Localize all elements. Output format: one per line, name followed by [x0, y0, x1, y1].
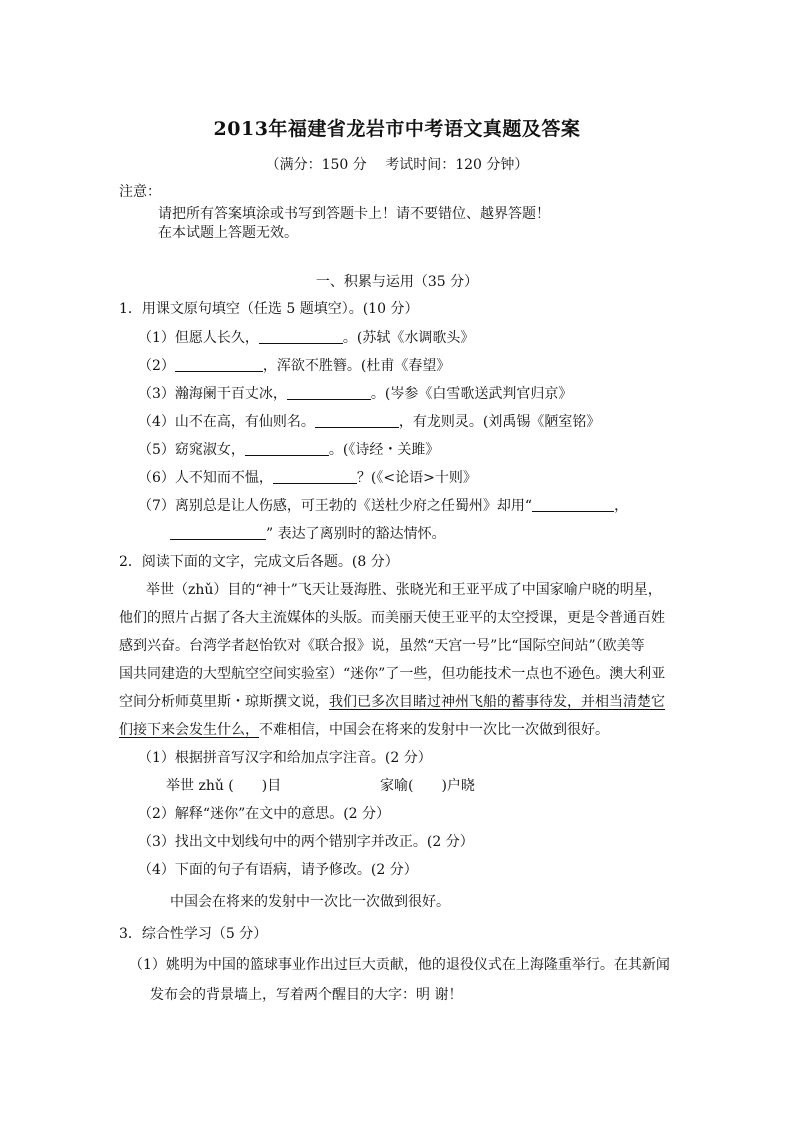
- section-heading: 一、积累与运用（35 分）: [315, 274, 479, 290]
- question-2-sub-3: （3）找出文中划线句中的两个错别字并改正。(2 分）: [138, 834, 474, 850]
- underlined-sentence-end: 们接下来会发生什么，: [119, 722, 259, 738]
- question-1-item-1: （1）但愿人长久， 。(苏轼《水调歌头》: [138, 330, 475, 346]
- pinyin-item-2: 家喻( )户晓: [380, 778, 475, 794]
- question-1-item-6: （6）人不知而不愠， ？(《<论语>十则》: [138, 470, 477, 486]
- question-1-item-4: （4）山不在高，有仙则名。 ，有龙则灵。(刘禹锡《陋室铭》: [138, 414, 601, 430]
- passage-line-1: 举世（zhǔ）目的“神十”飞天让聂海胜、张晓光和王亚平成了中国家喻户晓的明星，: [146, 582, 662, 598]
- notice-label: 注意：: [119, 184, 161, 200]
- answer-blank: [170, 525, 266, 540]
- question-2-sub-1: （1）根据拼音写汉字和给加点字注音。(2 分）: [138, 750, 432, 766]
- pinyin-item-1: 举世 zhǔ ( )目: [166, 778, 282, 794]
- question-3-stem: 3．综合性学习（5 分）: [119, 926, 268, 942]
- answer-blank: [245, 441, 329, 456]
- page-title: 2013年福建省龙岩市中考语文真题及答案: [213, 118, 581, 140]
- question-1-stem: 1．用课文原句填空（任选 5 题填空）。(10 分）: [119, 301, 419, 317]
- passage-line-5: 空间分析师莫里斯・琼斯撰文说，我们已多次目睹过神州飞船的蓄事待发，并相当清楚它: [119, 694, 665, 710]
- question-2-sub-4-sentence: 中国会在将来的发射中一次比一次做到很好。: [170, 894, 450, 910]
- underlined-sentence: 我们已多次目睹过神州飞船的蓄事待发，并相当清楚它: [329, 694, 665, 710]
- question-1-item-3: （3）瀚海阑干百丈冰， 。(岑参《白雪歌送武判官归京》: [138, 386, 573, 402]
- question-1-item-5: （5）窈窕淑女， 。(《诗经・关雎》: [138, 442, 440, 458]
- question-2-sub-2: （2）解释“迷你”在文中的意思。(2 分）: [138, 806, 391, 822]
- passage-line-6: 们接下来会发生什么，不难相信，中国会在将来的发射中一次比一次做到很好。: [119, 722, 609, 738]
- answer-blank: [175, 357, 263, 372]
- answer-blank: [315, 413, 399, 428]
- notice-line-2: 在本试题上答题无效。: [158, 225, 298, 241]
- answer-blank: [259, 329, 343, 344]
- notice-line-1: 请把所有答案填涂或书写到答题卡上！请不要错位、越界答题！: [158, 206, 550, 222]
- answer-blank: [287, 385, 371, 400]
- passage-line-3: 感到兴奋。台湾学者赵怡钦对《联合报》说，虽然“天宫一号”比“国际空间站”（欧美等: [119, 638, 645, 654]
- answer-blank: [273, 469, 357, 484]
- question-3-sub-1-cont: 发布会的背景墙上，写着两个醒目的大字：明 谢！: [150, 987, 463, 1003]
- question-1-item-7-cont: ” 表达了离别时的豁达情怀。: [170, 524, 446, 544]
- question-3-sub-1: （1）姚明为中国的篮球事业作出过巨大贡献，他的退役仪式在上海隆重举行。在其新闻: [129, 957, 670, 973]
- exam-subtitle: （满分：150 分 考试时间：120 分钟）: [265, 157, 529, 173]
- question-1-item-2: （2） ，浑欲不胜簪。(杜甫《春望》: [138, 358, 451, 374]
- answer-blank: [532, 497, 614, 512]
- question-2-sub-4: （4）下面的句子有语病，请予修改。(2 分）: [138, 862, 418, 878]
- question-1-item-7: （7）离别总是让人伤感，可王勃的《送杜少府之任蜀州》却用“ ，: [138, 498, 629, 514]
- question-2-stem: 2．阅读下面的文字，完成文后各题。(8 分）: [119, 554, 399, 570]
- passage-line-4: 国共同建造的大型航空空间实验室）“迷你”了一些，但功能技术一点也不逊色。澳大利亚: [119, 666, 666, 682]
- passage-line-2: 他们的照片占据了各大主流媒体的头版。而美丽天使王亚平的太空授课，更是令普通百姓: [119, 610, 665, 626]
